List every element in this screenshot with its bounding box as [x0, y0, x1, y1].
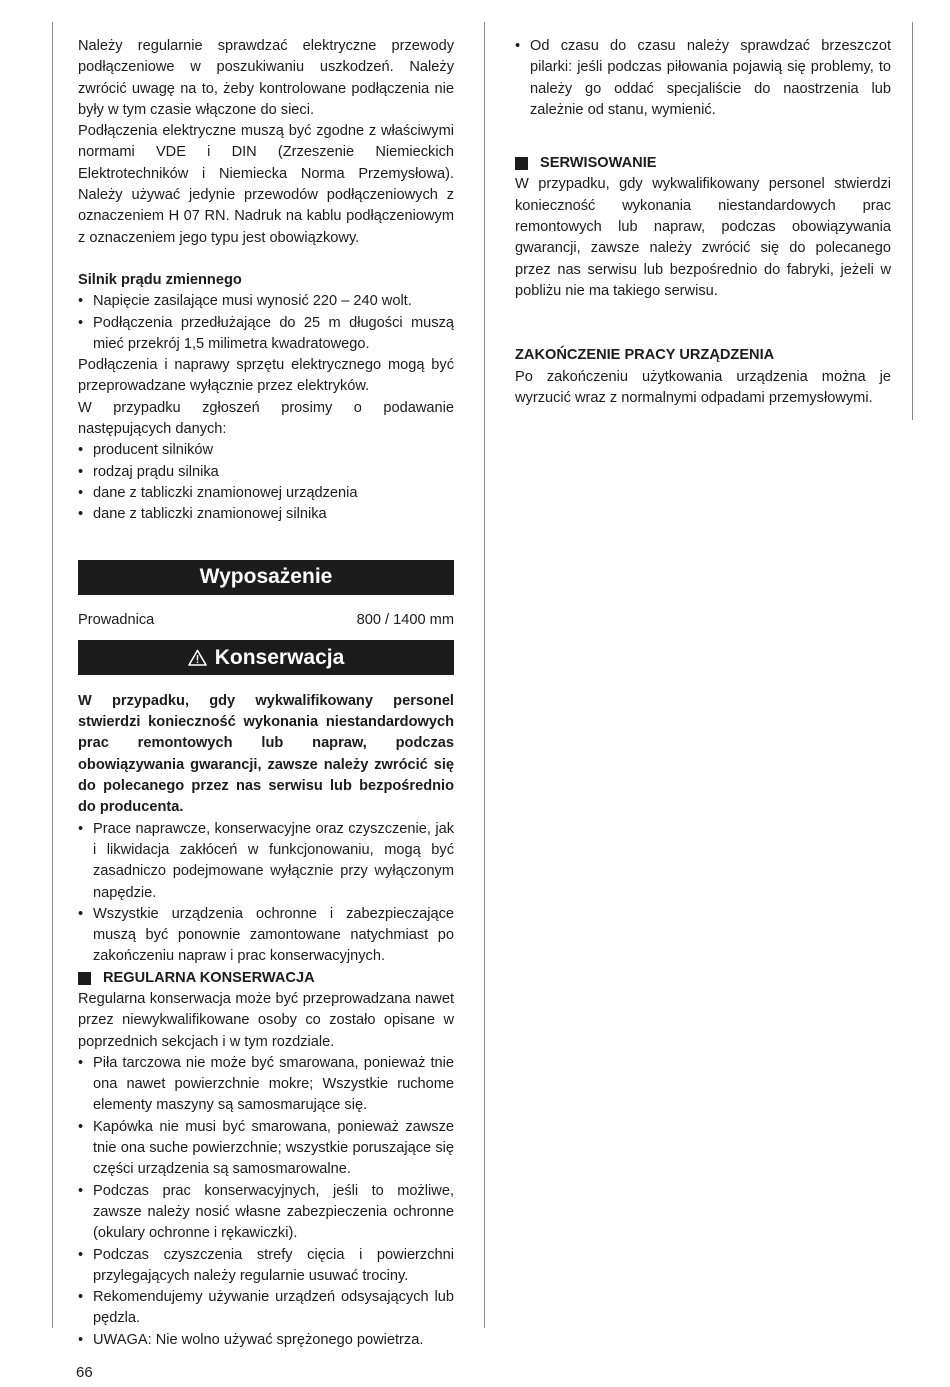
equipment-section-bar: [78, 560, 454, 595]
list-item: • Prace naprawcze, konserwacyjne oraz czyszczenie, jak i likwidacja zakłóceń w funkcjonowaniu, mogą być zasadniczo podejmowane wyłącznie przy wyłączonym napędzie.: [78, 819, 454, 904]
required-data-list: [78, 440, 454, 525]
motor-paragraph: W przypadku zgłoszeń prosimy o podawanie następujących danych:: [78, 399, 454, 438]
list-item: • rodzaj prądu silnika: [78, 462, 454, 483]
end-of-use-paragraph: Po zakończeniu użytkowania urządzenia można je wyrzucić wraz z normalnymi odpadami przemysłowymi.: [515, 368, 891, 406]
list-item: • dane z tabliczki znamionowej urządzenia: [78, 483, 454, 504]
end-of-use-heading: ZAKOŃCZENIE PRACY URZĄDZENIA: [515, 347, 775, 364]
spec-value: 800 / 1400 mm: [356, 611, 454, 628]
service-heading: SERWISOWANIE: [515, 153, 891, 174]
regular-maintenance-list: [78, 1053, 454, 1351]
motor-paragraph: Podłączenia i naprawy sprzętu elektrycznego mogą być przeprowadzane wyłącznie przez elektryków.: [78, 357, 454, 395]
column-divider-center: [484, 22, 485, 1328]
blade-list: [515, 36, 891, 121]
left-column: [78, 36, 454, 1351]
maintenance-section-bar: [78, 640, 454, 675]
intro-paragraph: Podłączenia elektryczne muszą być zgodne z właściwymi normami VDE i DIN (Zrzeszenie Niemieckich Elektrotechników i Niemiecka Norma Przemysłowa). Należy używać jedynie przewodów podłączeniowych z oznaczeniem H 07 RN. Nadruk na kablu podłączeniowym z oznaczeniem jego typu jest obowiązkowy.: [78, 123, 454, 246]
motor-list: [78, 291, 454, 355]
maintenance-title: Konserwacja: [214, 645, 345, 669]
column-divider-left: [52, 22, 53, 1328]
section-square-icon: [78, 972, 91, 985]
section-square-icon: [515, 157, 528, 170]
list-item: • Podłączenia przedłużające do 25 m długości muszą mieć przekrój 1,5 milimetra kwadratowego.: [78, 313, 454, 356]
list-item: • dane z tabliczki znamionowej silnika: [78, 504, 454, 525]
page-number: 66: [76, 1364, 93, 1381]
service-paragraph: W przypadku, gdy wykwalifikowany personel stwierdzi konieczność wykonania niestandardowych prac remontowych lub napraw, podczas obowiązywania gwarancji, zawsze należy zwrócić się do polecanego przez nas serwisu lub bezpośrednio do fabryki, jeżeli w pobliżu nie ma takiego serwisu.: [515, 176, 891, 299]
intro-paragraph: Należy regularnie sprawdzać elektryczne przewody podłączeniowe w poszukiwaniu uszkodzeń. Należy zwrócić uwagę na to, żeby kontrolowane podłączenia nie były w tym czasie włączone do sieci.: [78, 38, 454, 118]
maintenance-list: [78, 819, 454, 968]
list-item: • producent silników: [78, 440, 454, 461]
list-item: • Kapówka nie musi być smarowana, ponieważ zawsze tnie ona suche powierzchnie; wszystkie poruszające się części urządzenia są samosmarowalne.: [78, 1117, 454, 1181]
list-item: • Napięcie zasilające musi wynosić 220 – 240 wolt.: [78, 291, 454, 312]
list-item: • UWAGA: Nie wolno używać sprężonego powietrza.: [78, 1330, 454, 1351]
regular-maintenance-heading: REGULARNA KONSERWACJA: [78, 968, 454, 989]
column-divider-right: [912, 22, 913, 420]
regular-maintenance-paragraph: Regularna konserwacja może być przeprowadzana nawet przez niewykwalifikowane osoby co zostało opisane w poprzednich sekcjach i w tym rozdziale.: [78, 990, 454, 1050]
right-column: [515, 36, 891, 409]
list-item: • Od czasu do czasu należy sprawdzać brzeszczot pilarki: jeśli podczas piłowania pojawią się problemy, to należy go oddać specjaliście do naostrzenia lub zależnie od stanu, wymienić.: [515, 36, 891, 121]
motor-heading: Silnik prądu zmiennego: [78, 271, 242, 288]
list-item: • Rekomendujemy używanie urządzeń odsysających lub pędzla.: [78, 1287, 454, 1330]
spec-label: Prowadnica: [78, 611, 155, 628]
list-item: • Wszystkie urządzenia ochronne i zabezpieczające muszą być ponownie zamontowane natychmiast po zakończeniu napraw i prac konserwacyjnych.: [78, 904, 454, 968]
list-item: • Podczas prac konserwacyjnych, jeśli to możliwe, zawsze należy nosić własne zabezpieczenia ochronne (okulary ochronne i rękawiczki).: [78, 1181, 454, 1245]
maintenance-warning: W przypadku, gdy wykwalifikowany personel stwierdzi konieczność wykonania niestandardowych prac remontowych lub napraw, podczas obowiązywania gwarancji, zawsze należy zwrócić się do polecanego przez nas serwisu lub bezpośrednio do producenta.: [78, 692, 454, 816]
equipment-spec-row: [78, 610, 454, 631]
list-item: • Piła tarczowa nie może być smarowana, ponieważ tnie ona nawet powierzchnie mokre; Wszystkie ruchome elementy maszyny są samosmarujące się.: [78, 1053, 454, 1117]
list-item: • Podczas czyszczenia strefy cięcia i powierzchni przylegających należy regularnie usuwać trociny.: [78, 1245, 454, 1288]
warning-icon: [188, 649, 207, 666]
equipment-title: Wyposażenie: [199, 565, 333, 589]
